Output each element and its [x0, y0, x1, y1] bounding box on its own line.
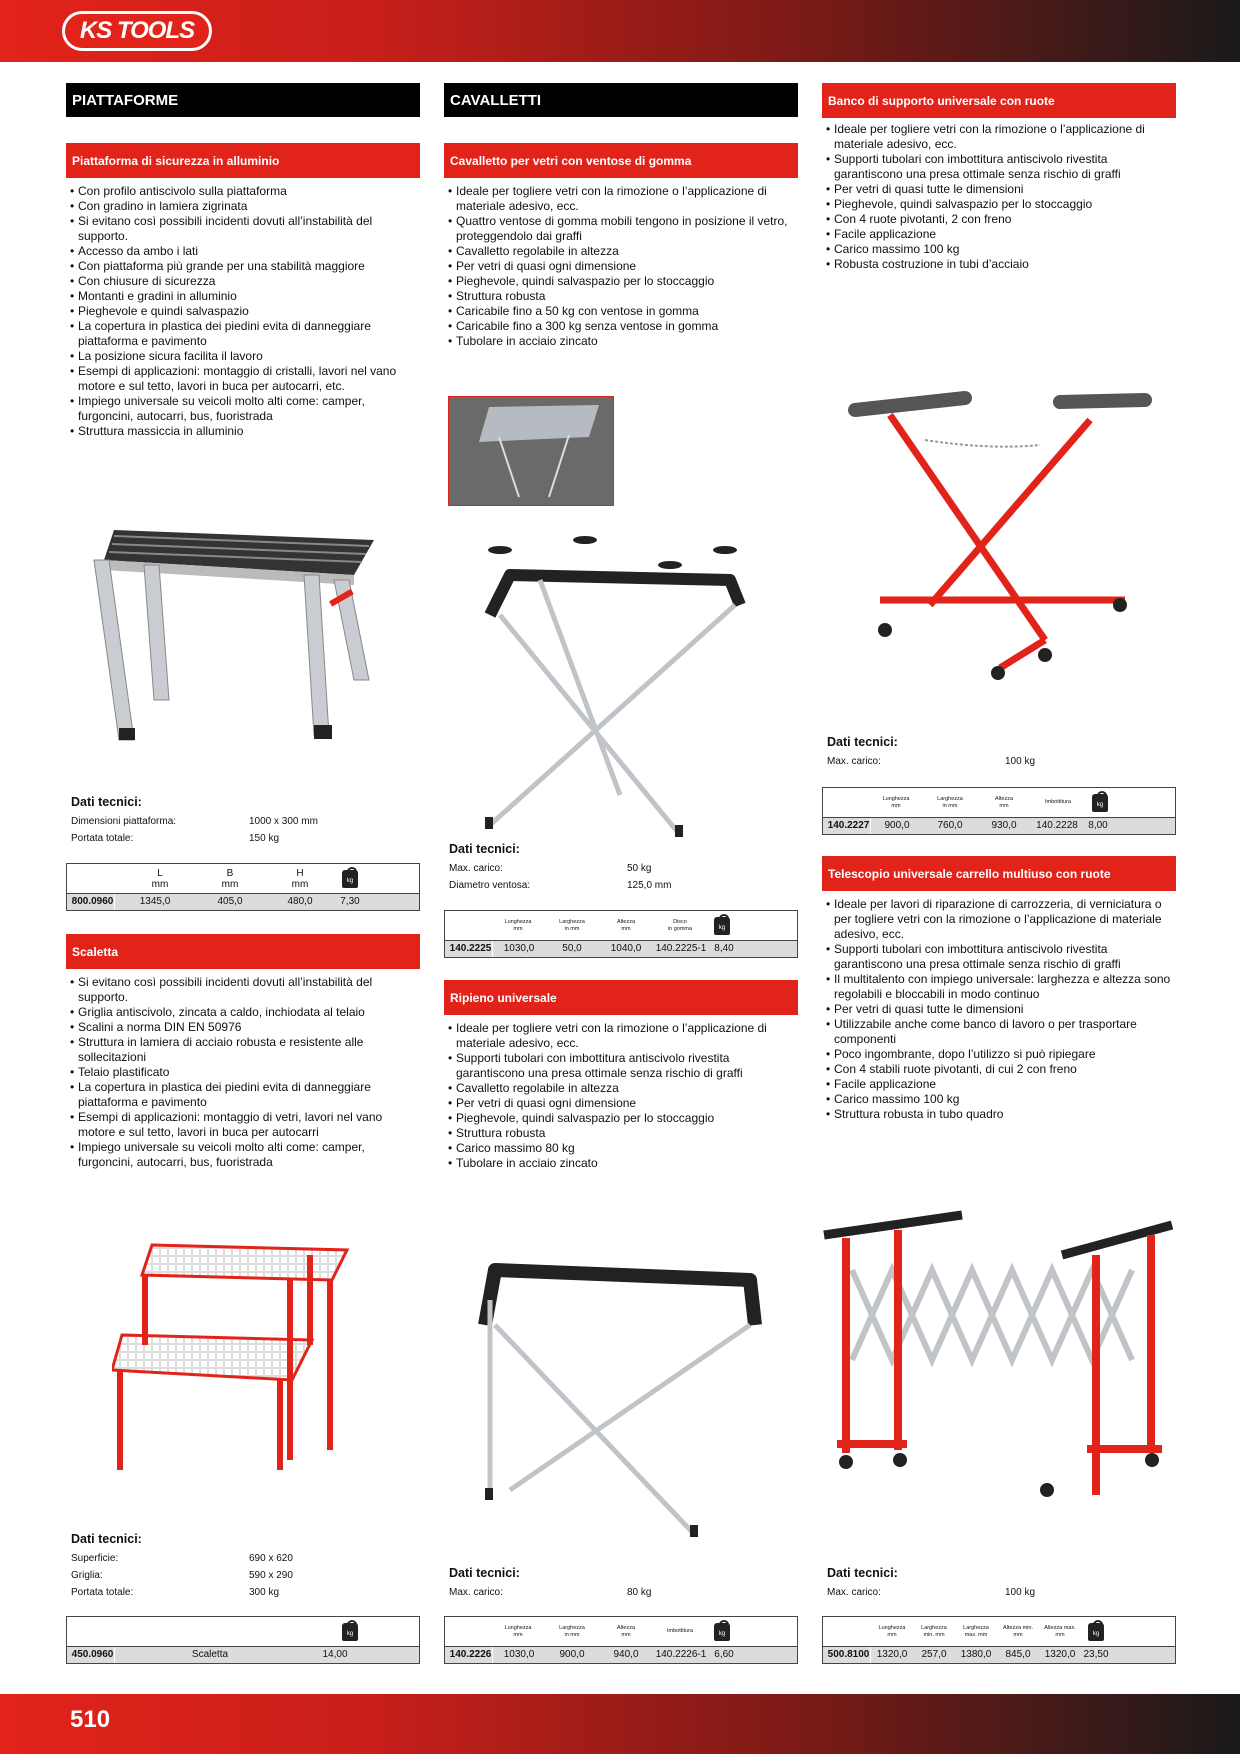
table-piattaforma: L mm B mm H mm kg 800.0960 1345,0 405,0 480,0 7,30 — [66, 863, 420, 911]
bullet-list — [66, 178, 420, 439]
bullet-item: • La copertura in plastica dei piedini evita di danneggiare piattaforma e pavimento — [70, 1080, 420, 1110]
bullet-item: • Per vetri di quasi tutte le dimensioni — [826, 1002, 1176, 1017]
product-title: Cavalletto per vetri con ventose di gomma — [444, 143, 798, 178]
product-title: Piattaforma di sicurezza in alluminio — [66, 143, 420, 178]
section-title-cavalletti: CAVALLETTI — [444, 83, 798, 117]
dati-row: Dimensioni piattaforma: 1000 x 300 mm — [71, 816, 318, 827]
table-row: 140.2226 1030,0 900,0 940,0 140.2226-1 6,60 — [445, 1647, 797, 1663]
weight-icon: kg — [342, 870, 358, 888]
dati-row: Max. carico: 80 kg — [449, 1587, 652, 1598]
bullet-item: • Struttura robusta in tubo quadro — [826, 1107, 1176, 1122]
bullet-item: • Con 4 ruote pivotanti, 2 con freno — [826, 212, 1176, 227]
product-scaletta — [66, 934, 420, 1170]
bullet-item: • Per vetri di quasi ogni dimensione — [448, 259, 798, 274]
section-title-piattaforme: PIATTAFORME — [66, 83, 420, 117]
weight-icon: kg — [1088, 1623, 1104, 1641]
dati-ripieno: Dati tecnici: Max. carico: 80 kg — [449, 1566, 803, 1601]
bullet-item: • Con 4 stabili ruote pivotanti, di cui 2 con freno — [826, 1062, 1176, 1077]
dati-row: Diametro ventosa: 125,0 mm — [449, 880, 672, 891]
page-number: 510 — [70, 1706, 111, 1733]
bullet-item: • Impiego universale su veicoli molto alti come: camper, furgoncini, autocarri, bus, fuoristrada — [70, 1140, 420, 1170]
bullet-list — [444, 1015, 798, 1171]
bullet-item: • Esempi di applicazioni: montaggio di cristalli, lavori nel vano motore e sul tetto, lavori in buca per autocarri, etc. — [70, 364, 420, 394]
dati-cavalletto: Dati tecnici: Max. carico: 50 kg Diametro ventosa: 125,0 mm — [449, 842, 803, 894]
bullet-item: • Ideale per togliere vetri con la rimozione o l’applicazione di materiale adesivo, ecc. — [826, 122, 1176, 152]
bullet-list — [66, 969, 420, 1170]
bullet-item: • Poco ingombrante, dopo l’utilizzo si può ripiegare — [826, 1047, 1176, 1062]
table-cavalletto: Lunghezza mm Larghezza in mm Altezza mm Disco in gomma kg 140.2225 1030,0 50,0 1040,0 140.2225-1 8,40 — [444, 910, 798, 958]
bullet-list — [822, 891, 1176, 1122]
dati-piattaforma: Dati tecnici: Dimensioni piattaforma: 1000 x 300 mm Portata totale: 150 kg — [71, 795, 425, 847]
bullet-item: • La copertura in plastica dei piedini evita di danneggiare piattaforma e pavimento — [70, 319, 420, 349]
bullet-item: • Accesso da ambo i lati — [70, 244, 420, 259]
bullet-item: • Con profilo antiscivolo sulla piattaforma — [70, 184, 420, 199]
bullet-item: • Pieghevole, quindi salvaspazio per lo stoccaggio — [448, 1111, 798, 1126]
bullet-item: • Si evitano così possibili incidenti dovuti all’instabilità del supporto. — [70, 214, 420, 244]
bullet-item: • Struttura robusta — [448, 1126, 798, 1141]
bullet-item: • Carico massimo 100 kg — [826, 242, 1176, 257]
table-row: 450.0960 Scaletta 14,00 — [67, 1647, 419, 1663]
bullet-item: • Tubolare in acciaio zincato — [448, 1156, 798, 1171]
bullet-item: • Tubolare in acciaio zincato — [448, 334, 798, 349]
bullet-item: • Carico massimo 100 kg — [826, 1092, 1176, 1107]
bullet-item: • Per vetri di quasi tutte le dimensioni — [826, 182, 1176, 197]
bullet-item: • Facile applicazione — [826, 1077, 1176, 1092]
product-ripieno — [444, 980, 798, 1171]
banco-image — [840, 390, 1160, 685]
product-cavalletto — [444, 143, 798, 349]
bullet-item: • Con chiusure di sicurezza — [70, 274, 420, 289]
bullet-item: • Griglia antiscivolo, zincata a caldo, inchiodata al telaio — [70, 1005, 420, 1020]
column-piattaforme — [66, 83, 420, 117]
product-piattaforma — [66, 143, 420, 439]
product-title: Ripieno universale — [444, 980, 798, 1015]
ks-tools-logo: KS TOOLS — [62, 11, 212, 51]
bullet-item: • Supporti tubolari con imbottitura antiscivolo rivestita garantiscono una presa ottimale senza rischio di graffi — [448, 1051, 798, 1081]
product-telescopio — [822, 856, 1176, 1122]
bullet-item: • Ideale per lavori di riparazione di carrozzeria, di verniciatura o per togliere vetri con la rimozione o l’applicazione di materiale adesivo, ecc. — [826, 897, 1176, 942]
bullet-list — [822, 118, 1176, 272]
dati-row: Griglia: 590 x 290 — [71, 1570, 293, 1581]
bullet-item: • Cavalletto regolabile in altezza — [448, 244, 798, 259]
bullet-item: • Per vetri di quasi ogni dimensione — [448, 1096, 798, 1111]
bullet-item: • Quattro ventose di gomma mobili tengono in posizione il vetro, proteggendolo dai graffi — [448, 214, 798, 244]
platform-image — [84, 500, 404, 745]
bullet-item: • Struttura robusta — [448, 289, 798, 304]
bullet-item: • Si evitano così possibili incidenti dovuti all’instabilità del supporto. — [70, 975, 420, 1005]
cavalletto-image — [470, 535, 770, 840]
bullet-item: • Facile applicazione — [826, 227, 1176, 242]
bullet-item: • Con gradino in lamiera zigrinata — [70, 199, 420, 214]
table-row: 140.2227 900,0 760,0 930,0 140.2228 8,00 — [823, 818, 1175, 834]
bullet-list — [444, 178, 798, 349]
table-banco: Lunghezza mm Larghezza in mm Altezza mm Imbottitura kg 140.2227 900,0 760,0 930,0 140.2228 8,00 — [822, 787, 1176, 835]
dati-scaletta: Dati tecnici: Superficie: 690 x 620 Griglia: 590 x 290 Portata totale: 300 kg — [71, 1532, 425, 1601]
table-row: 500.8100 1320,0 257,0 1380,0 845,0 1320,0 23,50 — [823, 1647, 1175, 1663]
bullet-item: • Impiego universale su veicoli molto alti come: camper, furgoncini, autocarri, bus, fuoristrada — [70, 394, 420, 424]
dati-row: Portata totale: 150 kg — [71, 833, 280, 844]
bullet-item: • Robusta costruzione in tubi d’acciaio — [826, 257, 1176, 272]
bullet-item: • La posizione sicura facilita il lavoro — [70, 349, 420, 364]
bullet-item: • Supporti tubolari con imbottitura antiscivolo rivestita garantiscono una presa ottimale senza rischio di graffi — [826, 152, 1176, 182]
bullet-item: • Montanti e gradini in alluminio — [70, 289, 420, 304]
bullet-item: • Con piattaforma più grande per una stabilità maggiore — [70, 259, 420, 274]
bullet-item: • Scalini a norma DIN EN 50976 — [70, 1020, 420, 1035]
product-title: Scaletta — [66, 934, 420, 969]
product-title: Banco di supporto universale con ruote — [822, 83, 1176, 118]
cavalletto-usage-image — [448, 396, 614, 506]
bullet-item: • Cavalletto regolabile in altezza — [448, 1081, 798, 1096]
scaletta-image — [112, 1240, 357, 1480]
bullet-item: • Ideale per togliere vetri con la rimozione o l’applicazione di materiale adesivo, ecc. — [448, 1021, 798, 1051]
dati-row: Max. carico: 50 kg — [449, 863, 652, 874]
bullet-item: • Struttura in lamiera di acciaio robusta e resistente alle sollecitazioni — [70, 1035, 420, 1065]
bullet-item: • Caricabile fino a 50 kg con ventose in gomma — [448, 304, 798, 319]
bullet-item: • Ideale per togliere vetri con la rimozione o l’applicazione di materiale adesivo, ecc. — [448, 184, 798, 214]
dati-telescopio: Dati tecnici: Max. carico: 100 kg — [827, 1566, 1181, 1601]
bullet-item: • Caricabile fino a 300 kg senza ventose in gomma — [448, 319, 798, 334]
bullet-item: • Pieghevole, quindi salvaspazio per lo stoccaggio — [448, 274, 798, 289]
table-ripieno: Lunghezza mm Larghezza in mm Altezza mm Imbottitura kg 140.2226 1030,0 900,0 940,0 140.2226-1 6,60 — [444, 1616, 798, 1664]
bullet-item: • Pieghevole e quindi salvaspazio — [70, 304, 420, 319]
table-row: 800.0960 1345,0 405,0 480,0 7,30 — [67, 894, 419, 910]
bullet-item: • Il multitalento con impiego universale: larghezza e altezza sono regolabili e bloccabili in modo continuo — [826, 972, 1176, 1002]
dati-row: Max. carico: 100 kg — [827, 1587, 1036, 1598]
bullet-item: • Struttura massiccia in alluminio — [70, 424, 420, 439]
bullet-item: • Carico massimo 80 kg — [448, 1141, 798, 1156]
dati-row: Portata totale: 300 kg — [71, 1587, 280, 1598]
weight-icon: kg — [714, 1623, 730, 1641]
table-telescopio: Lunghezza mm Larghezza min. mm Larghezza max. mm Altezza min. mm Altezza max. mm kg 500.8100 1320,0 257,0 1380,0 845,0 1320,0 23,50 — [822, 1616, 1176, 1664]
bullet-item: • Telaio plastificato — [70, 1065, 420, 1080]
product-banco — [822, 83, 1176, 272]
weight-icon: kg — [1092, 794, 1108, 812]
product-title: Telescopio universale carrello multiuso con ruote — [822, 856, 1176, 891]
bullet-item: • Supporti tubolari con imbottitura antiscivolo rivestita garantiscono una presa ottimale senza rischio di graffi — [826, 942, 1176, 972]
bullet-item: • Esempi di applicazioni: montaggio di vetri, lavori nel vano motore e sul tetto, lavori in buca per autocarri — [70, 1110, 420, 1140]
footer-bar — [0, 1694, 1240, 1754]
table-row: 140.2225 1030,0 50,0 1040,0 140.2225-1 8,40 — [445, 941, 797, 957]
weight-icon: kg — [342, 1623, 358, 1641]
table-scaletta — [66, 1616, 420, 1664]
telescopio-image — [822, 1210, 1176, 1510]
ripieno-image — [470, 1240, 780, 1540]
column-cavalletti — [444, 83, 798, 117]
bullet-item: • Utilizzabile anche come banco di lavoro o per trasportare componenti — [826, 1017, 1176, 1047]
dati-banco: Dati tecnici: Max. carico: 100 kg — [827, 735, 1181, 770]
bullet-item: • Pieghevole, quindi salvaspazio per lo stoccaggio — [826, 197, 1176, 212]
weight-icon: kg — [714, 917, 730, 935]
dati-row: Superficie: 690 x 620 — [71, 1553, 293, 1564]
dati-row: Max. carico: 100 kg — [827, 756, 1036, 767]
